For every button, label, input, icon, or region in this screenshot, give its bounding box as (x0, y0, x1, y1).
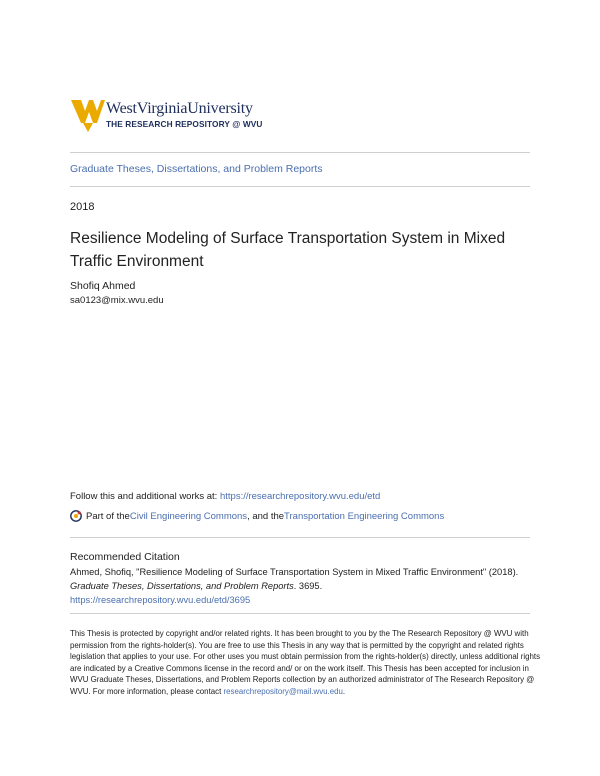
wvu-logo (70, 98, 290, 138)
follow-link[interactable]: https://researchrepository.wvu.edu/etd (219, 491, 381, 502)
legal-end: . (342, 686, 346, 696)
divider-legal (70, 613, 530, 614)
institution-name: WestVirginiaUniversity (106, 100, 253, 117)
part-of-prefix: Part of the (86, 510, 130, 522)
collection-link[interactable]: Graduate Theses, Dissertations, and Problem Reports (70, 163, 323, 175)
citation-part1: Ahmed, Shofiq, "Resilience Modeling of Surface Transportation System in Mixed Traffic Environment" (2018). (70, 567, 519, 577)
citation-link[interactable]: https://researchrepository.wvu.edu/etd/3695 (70, 595, 251, 605)
document-title: Resilience Modeling of Surface Transportation System in Mixed Traffic Environment (70, 230, 506, 270)
follow-prefix: Follow this and additional works at: (70, 491, 220, 502)
civil-engineering-commons-link[interactable]: Civil Engineering Commons (129, 510, 248, 522)
transportation-engineering-commons-link[interactable]: Transportation Engineering Commons (284, 510, 445, 522)
part-of-middle: , and the (247, 510, 285, 522)
repository-name: THE RESEARCH REPOSITORY @ WVU (106, 119, 263, 129)
divider-top (70, 152, 530, 153)
divider-bottom (70, 186, 530, 187)
citation-journal: Graduate Theses, Dissertations, and Problem Reports (70, 581, 294, 591)
part-of-line (70, 510, 444, 522)
recommended-citation-heading: Recommended Citation (70, 551, 180, 563)
author-name: Shofiq Ahmed (70, 280, 136, 292)
contact-email-link[interactable]: researchrepository@mail.wvu.edu (223, 686, 343, 696)
citation-part2: . 3695. (293, 581, 323, 591)
divider-citation (70, 537, 530, 538)
flying-wv-icon (70, 98, 106, 134)
legal-notice (70, 628, 540, 697)
network-icon (70, 510, 82, 522)
legal-text: This Thesis is protected by copyright and/or related rights. It has been brought to you by the The Research Repository @ WVU with permission from the rights-holder(s). You are free to use this Thesis in any way that is permitted by the copyright and related rights legislation that applies to your use. For other uses you must obtain permission from the rights-holder(s) directly, unless additional rights are indicated by a Creative Commons license in the record and/ or on the work itself. This Thesis has been accepted for inclusion in WVU Graduate Theses, Dissertations, and Problem Reports collection by an authorized administrator of The Research Repository @ WVU. For more information, please contact (70, 629, 541, 696)
citation-text (70, 565, 540, 607)
publication-year: 2018 (70, 201, 95, 213)
author-email: sa0123@mix.wvu.edu (70, 295, 164, 306)
follow-line (70, 491, 380, 502)
